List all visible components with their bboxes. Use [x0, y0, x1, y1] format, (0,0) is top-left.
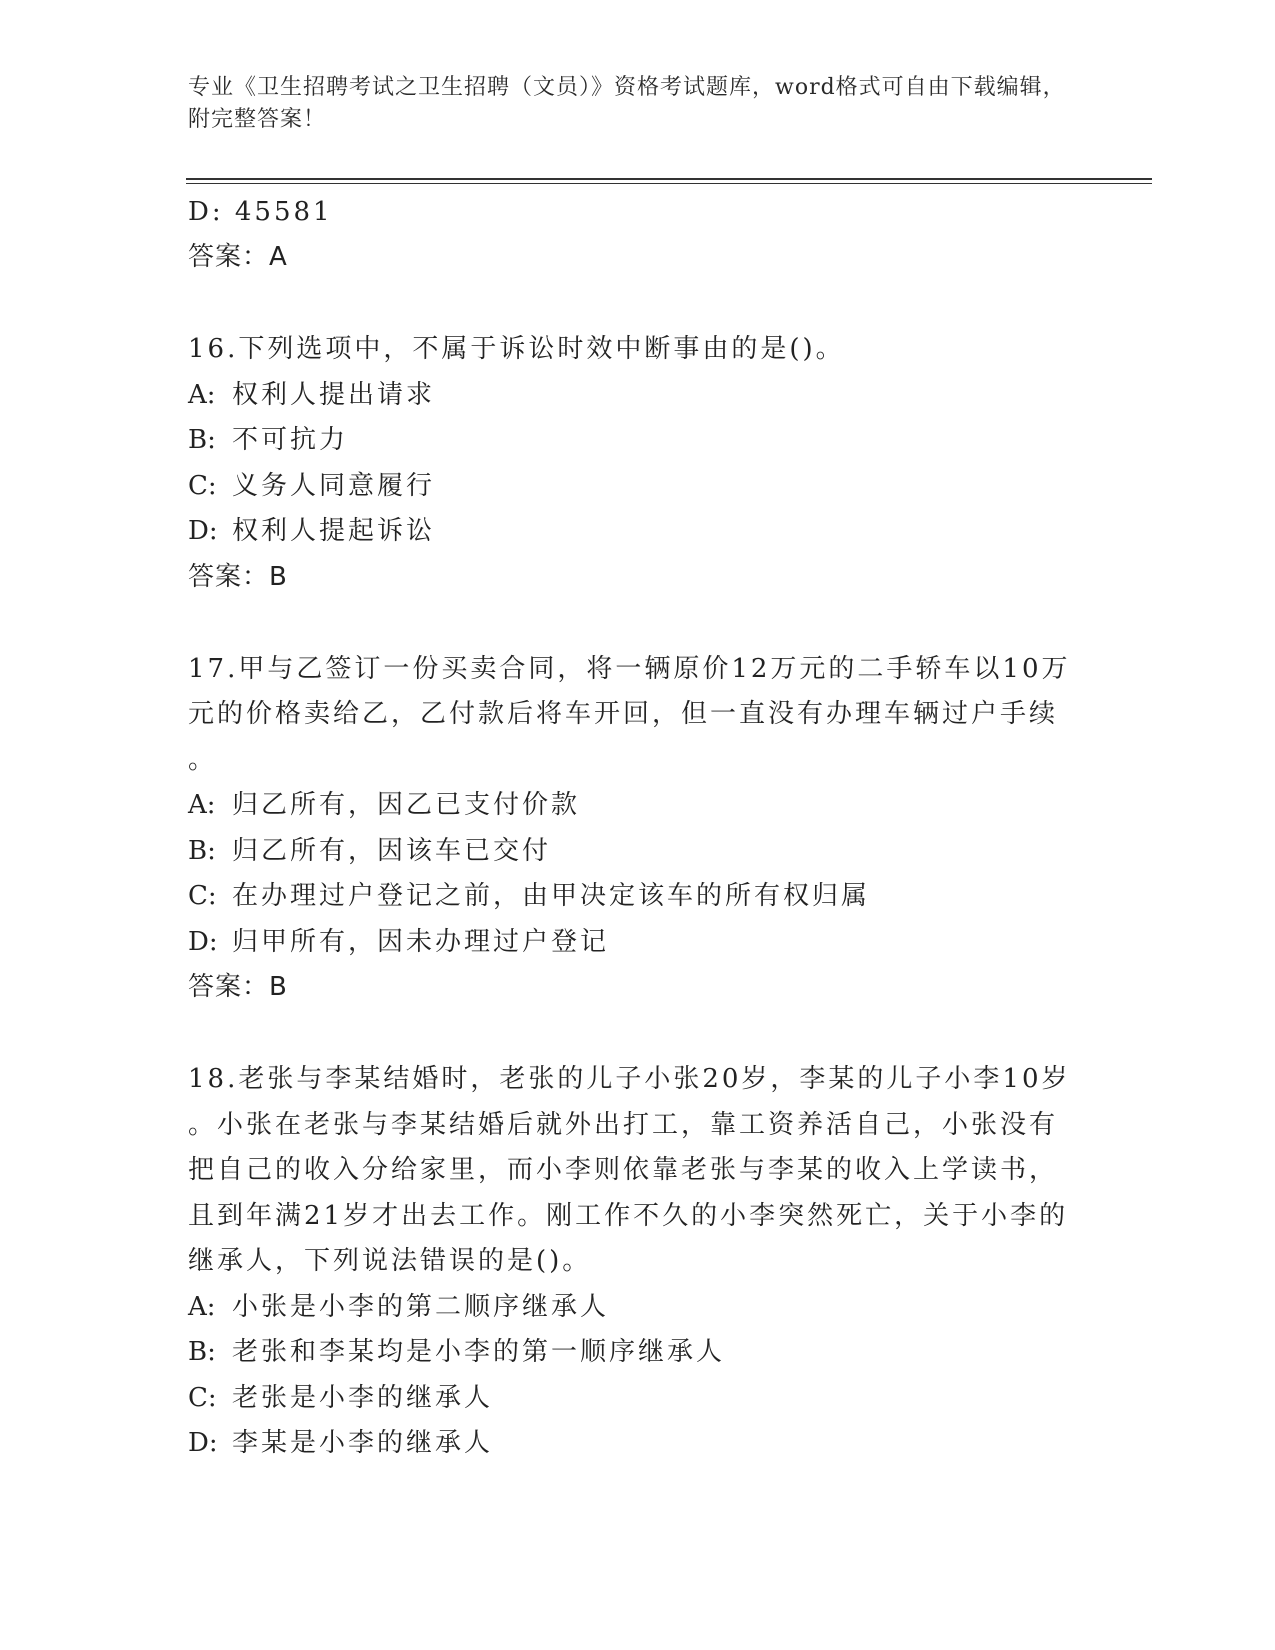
option-d [188, 920, 1088, 966]
option-text: 归乙所有，因乙已支付价款 [232, 790, 581, 820]
option-a [188, 373, 1088, 419]
question-stem: 17.甲与乙签订一份买卖合同，将一辆原价12万元的二手轿车以10万 元的价格卖给乙，乙付款后将车开回，但一直没有办理车辆过户手续 。 [188, 653, 1071, 775]
option-b [188, 418, 1088, 464]
answer-17: 答案：B [188, 972, 288, 1002]
option-d-prev [188, 190, 1088, 235]
option-key: D: [188, 516, 218, 546]
option-text: 归乙所有，因该车已交付 [232, 835, 552, 866]
question-stem: 18.老张与李某结婚时，老张的儿子小张20岁，李某的儿子小李10岁 。小张在老张与李某结婚后就外出打工，靠工资养活自己，小张没有 把自己的收入分给家里，而小李则依靠老张与李某的收入上学读书， 且到年满21岁才出去工作。刚工作不久的小李突然死亡，关于小李的 继承人，下列说法错误的是()。 [188, 1064, 1071, 1276]
option-c [188, 874, 1088, 920]
option-key: B: [188, 1337, 216, 1367]
option-key: C: [188, 881, 217, 911]
option-c [188, 464, 1088, 510]
option-key: A: [188, 379, 216, 410]
option-key: A: [188, 1291, 216, 1322]
option-b [188, 829, 1088, 875]
document-header: 专业《卫生招聘考试之卫生招聘（文员）》资格考试题库，word格式可自由下载编辑，附完整答案！ [188, 75, 1066, 132]
option-key: C: [188, 470, 217, 501]
option-text: 权利人提起诉讼 [232, 516, 436, 546]
question-18 [188, 1057, 1088, 1467]
option-key: B: [188, 835, 216, 866]
question-list [188, 190, 1088, 1467]
option-text: 老张和李某均是小李的第一顺序继承人 [232, 1337, 726, 1367]
option-text: 不可抗力 [232, 425, 349, 455]
option-key: D: [188, 1428, 218, 1458]
option-a [188, 1285, 1088, 1331]
option-text: 李某是小李的继承人 [232, 1428, 494, 1458]
option-b [188, 1330, 1088, 1376]
option-text: 老张是小李的继承人 [232, 1382, 494, 1413]
option-text: 权利人提出请求 [232, 379, 436, 410]
question-stem: 16.下列选项中，不属于诉讼时效中断事由的是()。 [188, 334, 845, 364]
header-divider-thin [186, 183, 1152, 184]
option-text: 义务人同意履行 [232, 470, 436, 501]
option-c [188, 1376, 1088, 1422]
option-key: C: [188, 1382, 217, 1413]
answer-16: 答案：B [188, 561, 288, 592]
option-text: 小张是小李的第二顺序继承人 [232, 1291, 610, 1322]
option-text: 在办理过户登记之前，由甲决定该车的所有权归属 [232, 881, 871, 911]
option-key: D: [188, 197, 224, 227]
option-d [188, 509, 1088, 555]
option-a [188, 783, 1088, 829]
option-d [188, 1421, 1088, 1467]
option-text: 45581 [234, 197, 333, 227]
question-16 [188, 327, 1088, 600]
option-key: A: [188, 790, 216, 820]
option-key: B: [188, 425, 216, 455]
option-text: 归甲所有，因未办理过户登记 [232, 926, 610, 957]
option-key: D: [188, 926, 218, 957]
answer-prev: 答案：A [188, 242, 288, 272]
header-divider-thick [186, 178, 1152, 180]
question-17 [188, 647, 1088, 1011]
